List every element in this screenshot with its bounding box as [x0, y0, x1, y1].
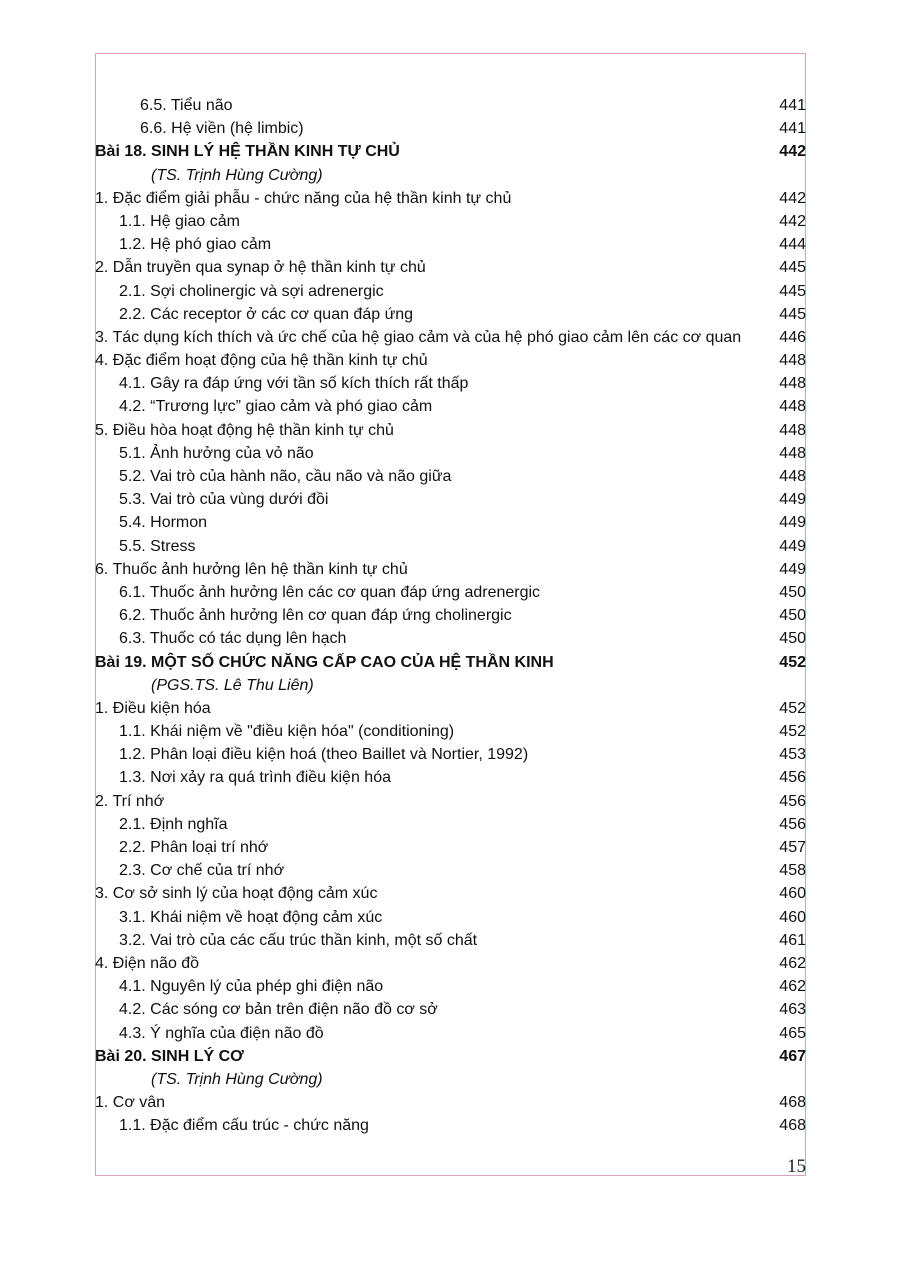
toc-entry: [95, 627, 806, 650]
entry-title: 4.2. “Trương lực” giao cảm và phó giao cảm: [119, 398, 433, 416]
entry-title: 1.1. Khái niệm về "điều kiện hóa" (conditioning): [119, 723, 455, 741]
toc-entry: [95, 558, 806, 581]
entry-page-number: 442: [779, 212, 806, 230]
toc-chapter-entry: [95, 140, 806, 163]
entry-title: 2.1. Định nghĩa: [119, 815, 228, 833]
entry-title: 4. Đặc điểm hoạt động của hệ thần kinh tự chủ: [95, 352, 428, 370]
entry-title: 5.4. Hormon: [119, 514, 208, 532]
toc-entry: [95, 766, 806, 789]
entry-title: (TS. Trịnh Hùng Cường): [151, 166, 323, 184]
entry-title: 3.2. Vai trò của các cấu trúc thần kinh, một số chất: [119, 931, 478, 949]
entry-page-number: 448: [779, 352, 806, 370]
toc-entry: [95, 998, 806, 1021]
entry-title: 5.2. Vai trò của hành não, cầu não và não giữa: [119, 468, 452, 485]
entry-title: 6.1. Thuốc ảnh hưởng lên các cơ quan đáp ứng adrenergic: [119, 583, 541, 601]
entry-title: 4.2. Các sóng cơ bản trên điện não đồ cơ sở: [119, 1001, 438, 1019]
entry-page-number: 465: [779, 1024, 806, 1042]
entry-page-number: 442: [779, 143, 806, 161]
entry-page-number: 445: [779, 259, 806, 277]
entry-title: 1.2. Phân loại điều kiện hoá (theo Baillet và Nortier, 1992): [119, 746, 529, 764]
entry-page-number: 449: [779, 537, 806, 555]
toc-entry: [95, 581, 806, 604]
entry-page-number: 442: [779, 189, 806, 207]
entry-page-number: 468: [779, 1094, 806, 1112]
entry-page-number: 449: [779, 560, 806, 578]
toc-entry: [95, 372, 806, 395]
entry-title: 5.3. Vai trò của vùng dưới đồi: [119, 491, 329, 509]
entry-page-number: 460: [779, 908, 806, 926]
entry-title: 2. Dẫn truyền qua synap ở hệ thần kinh tự chủ: [95, 259, 426, 277]
entry-page-number: 445: [779, 282, 806, 300]
toc-entry: [95, 326, 806, 349]
entry-page-number: 448: [779, 444, 806, 462]
toc-entry: [95, 442, 806, 465]
entry-page-number: 450: [779, 583, 806, 601]
entry-page-number: 452: [779, 653, 806, 671]
toc-author: [95, 164, 806, 187]
toc-entry: [95, 233, 806, 256]
entry-title: 6.2. Thuốc ảnh hưởng lên cơ quan đáp ứng cholinergic: [119, 607, 512, 625]
entry-title: 1. Điều kiện hóa: [95, 699, 211, 717]
toc-entry: [95, 929, 806, 952]
toc-entry: [95, 465, 806, 488]
toc-entry: [95, 1114, 806, 1137]
entry-page-number: 448: [779, 468, 806, 485]
entry-title: 2.2. Phân loại trí nhớ: [119, 839, 269, 856]
entry-title: 6.3. Thuốc có tác dụng lên hạch: [119, 630, 347, 648]
entry-page-number: 448: [779, 421, 806, 439]
entry-title: 1.2. Hệ phó giao cảm: [119, 236, 272, 254]
toc-entry: [95, 836, 806, 859]
entry-page-number: 453: [779, 746, 806, 764]
entry-page-number: 444: [779, 236, 806, 254]
entry-page-number: 456: [779, 769, 806, 787]
entry-page-number: 446: [779, 328, 806, 346]
entry-page-number: 457: [779, 839, 806, 856]
toc-entry: [95, 790, 806, 813]
entry-page-number: 463: [779, 1001, 806, 1019]
toc-entry: [95, 882, 806, 905]
entry-page-number: 449: [779, 514, 806, 532]
toc-author: [95, 674, 806, 697]
entry-title: 5. Điều hòa hoạt động hệ thần kinh tự chủ: [95, 421, 394, 439]
entry-title: 4. Điện não đồ: [95, 954, 200, 972]
toc-entry: [95, 488, 806, 511]
toc-entry: [95, 210, 806, 233]
entry-title: 6.5. Tiểu não: [140, 97, 233, 114]
entry-title: 4.1. Nguyên lý của phép ghi điện não: [119, 978, 384, 996]
entry-page-number: 458: [779, 862, 806, 880]
entry-title: 4.3. Ý nghĩa của điện não đồ: [119, 1024, 324, 1042]
entry-title: 1.1. Hệ giao cảm: [119, 212, 240, 230]
entry-title: 1.3. Nơi xảy ra quá trình điều kiện hóa: [119, 769, 391, 787]
entry-title: Bài 18. SINH LÝ HỆ THẦN KINH TỰ CHỦ: [95, 143, 400, 161]
entry-title: 3. Cơ sở sinh lý của hoạt động cảm xúc: [95, 885, 378, 903]
entry-title: 5.5. Stress: [119, 537, 196, 555]
toc-entry: [95, 535, 806, 558]
entry-title: Bài 19. MỘT SỐ CHỨC NĂNG CẤP CAO CỦA HỆ THẦN KINH: [95, 653, 554, 671]
entry-page-number: 461: [779, 931, 806, 949]
entry-title: 2.2. Các receptor ở các cơ quan đáp ứng: [119, 305, 414, 323]
entry-page-number: 441: [779, 97, 806, 114]
entry-title: (PGS.TS. Lê Thu Liên): [151, 676, 314, 694]
entry-title: Bài 20. SINH LÝ CƠ: [95, 1047, 244, 1065]
toc-entry: [95, 419, 806, 442]
toc-entry: [95, 303, 806, 326]
toc-entry: [95, 511, 806, 534]
entry-page-number: 467: [779, 1047, 806, 1065]
entry-title: 6.6. Hệ viền (hệ limbic): [140, 120, 304, 138]
entry-title: 2.1. Sợi cholinergic và sợi adrenergic: [119, 282, 384, 300]
toc-entry: [95, 604, 806, 627]
toc-entry: [95, 349, 806, 372]
entry-page-number: 456: [779, 815, 806, 833]
entry-page-number: 441: [779, 120, 806, 138]
toc-entry: [95, 743, 806, 766]
toc-entry: [95, 1022, 806, 1045]
entry-page-number: 448: [779, 375, 806, 393]
toc-entry: [95, 395, 806, 418]
page-number: 15: [787, 1156, 806, 1177]
entry-title: 3.1. Khái niệm về hoạt động cảm xúc: [119, 908, 383, 926]
entry-page-number: 456: [779, 792, 806, 810]
toc-author: [95, 1068, 806, 1091]
toc-entry: [95, 906, 806, 929]
toc-entry: [95, 975, 806, 998]
toc-chapter-entry: [95, 1045, 806, 1068]
entry-page-number: 468: [779, 1117, 806, 1135]
entry-title: 1.1. Đặc điểm cấu trúc - chức năng: [119, 1117, 369, 1135]
toc-entry: [95, 256, 806, 279]
toc-entry: [95, 1091, 806, 1114]
entry-page-number: 450: [779, 630, 806, 648]
toc-chapter-entry: [95, 651, 806, 674]
entry-title: 3. Tác dụng kích thích và ức chế của hệ giao cảm và của hệ phó giao cảm lên các cơ quan: [95, 328, 742, 346]
entry-page-number: 452: [779, 723, 806, 741]
toc-entry: [95, 952, 806, 975]
entry-page-number: 450: [779, 607, 806, 625]
entry-title: (TS. Trịnh Hùng Cường): [151, 1070, 323, 1088]
entry-page-number: 449: [779, 491, 806, 509]
toc-entry: [95, 187, 806, 210]
entry-page-number: 462: [779, 954, 806, 972]
entry-title: 6. Thuốc ảnh hưởng lên hệ thần kinh tự chủ: [95, 560, 408, 578]
table-of-contents: [95, 94, 806, 1137]
entry-page-number: 448: [779, 398, 806, 416]
entry-title: 1. Đặc điểm giải phẫu - chức năng của hệ thần kinh tự chủ: [95, 189, 512, 207]
toc-entry: [95, 813, 806, 836]
entry-title: 2. Trí nhớ: [95, 792, 165, 810]
entry-page-number: 462: [779, 978, 806, 996]
entry-page-number: 452: [779, 699, 806, 717]
entry-title: 2.3. Cơ chế của trí nhớ: [119, 862, 285, 880]
entry-title: 4.1. Gây ra đáp ứng với tần số kích thích rất thấp: [119, 375, 469, 393]
entry-title: 1. Cơ vân: [95, 1094, 166, 1112]
entry-page-number: 445: [779, 305, 806, 323]
toc-entry: [95, 94, 806, 117]
toc-entry: [95, 697, 806, 720]
entry-page-number: 460: [779, 885, 806, 903]
toc-entry: [95, 720, 806, 743]
toc-entry: [95, 859, 806, 882]
entry-title: 5.1. Ảnh hưởng của vỏ não: [119, 444, 314, 462]
toc-entry: [95, 280, 806, 303]
toc-entry: [95, 117, 806, 140]
